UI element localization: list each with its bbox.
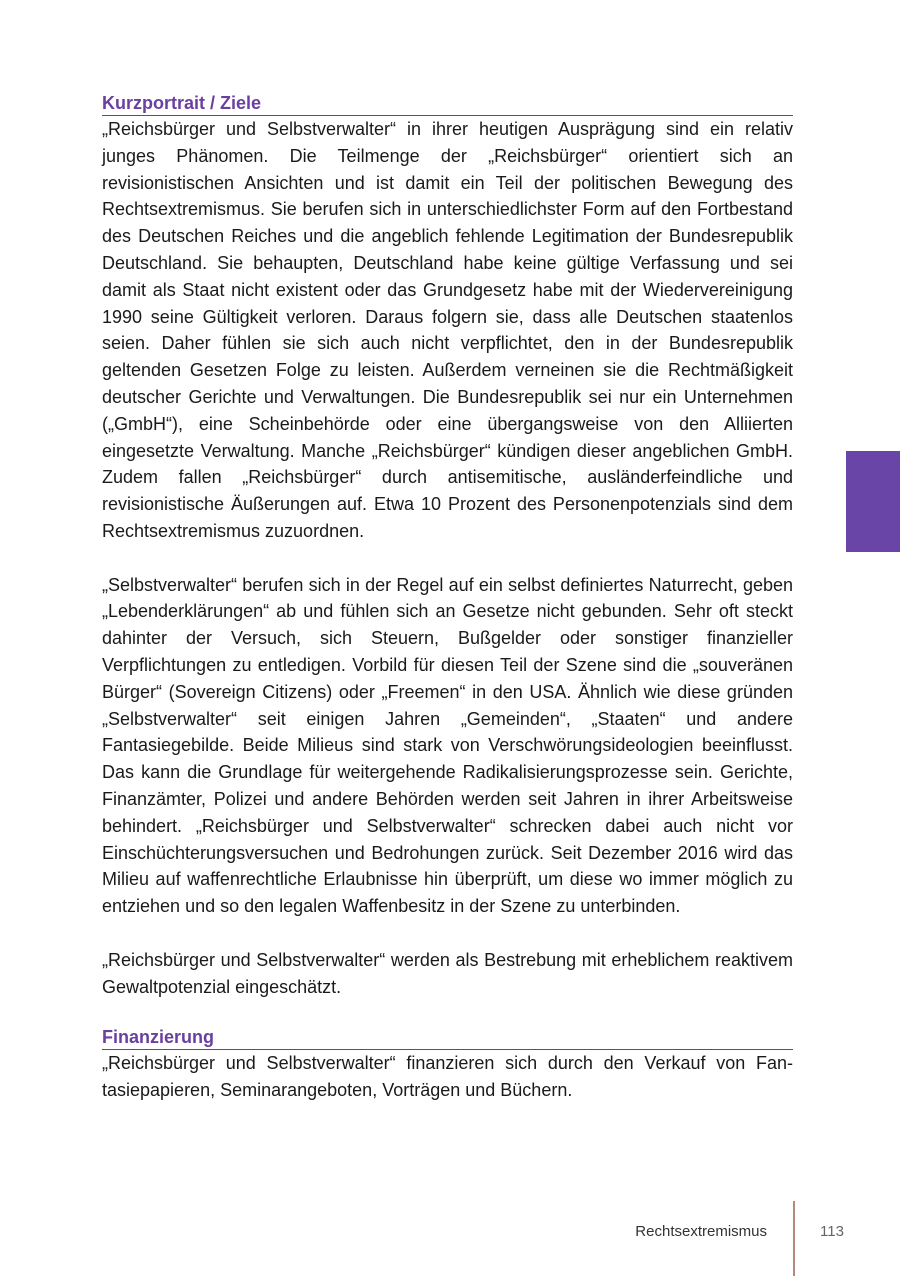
- footer-divider: [793, 1201, 795, 1276]
- section-heading-kurzportrait: Kurzportrait / Ziele: [102, 92, 793, 116]
- page-number: 113: [820, 1223, 844, 1240]
- paragraph-gewaltpotenzial: „Reichsbürger und Selbstverwalter“ werden als Bestrebung mit erheblichem reaktivem Gewaltpotenzial eingeschätzt.: [102, 949, 793, 997]
- paragraph-selbstverwalter: „Selbstverwalter“ berufen sich in der Regel auf ein selbst definiertes Naturrecht, geben „Lebenderklärungen“ ab und fühlen sich an Gesetze nicht gebunden. Sehr oft steckt dahinter der Versuch, sich Steuern, Bußgelder oder sonstiger finanzieller Verpflichtungen zu entledigen. Vorbild für diesen Teil der Szene sind die „souveränen Bürger“ (Sovereign Citizens) oder „Freemen“ in den USA. Ähnlich wie diese gründen „Selbstverwalter“ seit einigen Jahren „Gemeinden“, „Staaten“ und andere Fantasiegebilde. Beide Milieus sind stark von Verschwörungsideologien beeinflusst. Das kann die Grundlage für weitergehende Radikalisierungsprozesse sein. Gerichte, Finanzämter, Polizei und andere Behörden werden seit Jahren in ihrer Arbeitsweise behindert. „Reichsbürger und Selbstverwalter“ schrecken dabei auch nicht vor Einschüchterungsversuchen und Bedrohungen zurück. Seit Dezember 2016 wird das Milieu auf waffenrechtliche Erlaubnisse hin überprüft, um diese wo immer möglich zu entziehen und so den legalen Waffenbesitz in der Szene zu unterbinden.: [102, 574, 793, 917]
- paragraph-reichsbuerger-intro: „Reichsbürger und Selbstverwalter“ in ihrer heutigen Ausprägung sind ein relativ junges Phänomen. Die Teilmenge der „Reichsbürger“ orientiert sich an revisionistischen Ansichten und ist damit ein Teil der politischen Bewegung des Rechtsextremismus. Sie berufen sich in unterschiedlichster Form auf den Fortbestand des Deutschen Reiches und die angeblich fehlende Legitimation der Bundesrepublik Deutschland. Sie behaupten, Deutschland habe keine gültige Verfassung und sei damit als Staat nicht existent oder das Grundgesetz habe mit der Wiedervereinigung 1990 seine Gültigkeit verloren. Daraus folgern sie, dass alle Deutschen staatenlos seien. Daher fühlen sie sich auch nicht verpflichtet, den in der Bundesrepublik geltenden Gesetzen Folge zu leisten. Außerdem verneinen sie die Rechtmäßigkeit deutscher Gerichte und Verwaltungen. Die Bundesrepublik sei nur ein Unternehmen („GmbH“), eine Scheinbehörde oder eine übergangsweise von den Alliierten eingesetzte Verwaltung. Manche „Reichsbürger“ kündigen dieser angeblichen GmbH. Zudem fallen „Reichsbürger“ durch antisemitische, ausländerfeindliche und revisionistische Äußerungen auf. Etwa 10 Prozent des Personenpotenzials sind dem Rechtsextremismus zuzuordnen.: [102, 119, 793, 541]
- page-content: [102, 92, 793, 1104]
- section-heading-finanzierung: Finanzierung: [102, 1026, 793, 1050]
- footer-section-label: Rechtsextremismus: [635, 1223, 767, 1240]
- chapter-tab-marker: [846, 451, 900, 552]
- paragraph-finanzierung: „Reichsbürger und Selbstverwalter“ finanzieren sich durch den Verkauf von Fantasiepapieren, Seminarangeboten, Vorträgen und Büchern.: [102, 1053, 793, 1101]
